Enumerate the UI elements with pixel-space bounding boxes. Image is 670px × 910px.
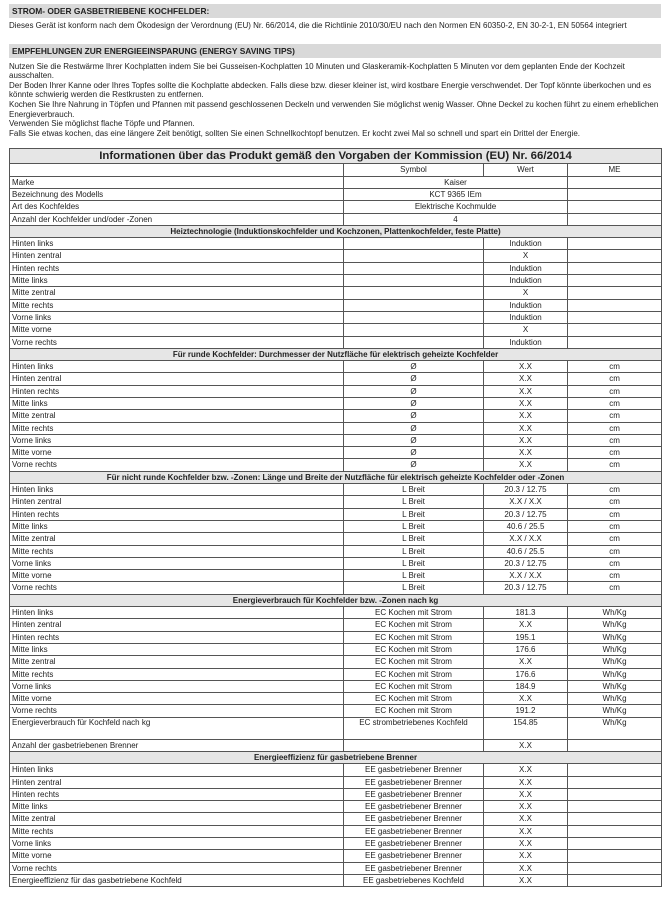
row-symbol: EE gasbetriebenes Kochfeld [344,874,484,886]
section-header-row [10,752,662,764]
table-row [10,776,662,788]
row-symbol: EE gasbetriebener Brenner [344,825,484,837]
table-row [10,680,662,692]
row-unit: cm [568,447,662,459]
table-row [10,262,662,274]
row-symbol: Ø [344,397,484,409]
row-label: Mitte rechts [10,825,344,837]
row-symbol: EC Kochen mit Strom [344,619,484,631]
section-heading-energy-tips: EMPFEHLUNGEN ZUR ENERGIEEINSPARUNG (ENERGY SAVING TIPS) [9,44,661,58]
row-value: 20.3 / 12.75 [484,508,568,520]
row-label: Vorne links [10,311,344,323]
row-unit: cm [568,385,662,397]
row-value: Induktion [484,238,568,250]
row-value: 40.6 / 25.5 [484,545,568,557]
row-value: 176.6 [484,643,568,655]
row-label: Mitte links [10,643,344,655]
table-row [10,508,662,520]
row-label: Mitte links [10,801,344,813]
row-value: X.X [484,656,568,668]
table-row [10,813,662,825]
table-title: Informationen über das Produkt gemäß den Vorgaben der Kommission (EU) Nr. 66/2014 [10,149,662,164]
row-symbol: EC Kochen mit Strom [344,643,484,655]
row-label: Mitte links [10,397,344,409]
table-row [10,545,662,557]
table-row [10,619,662,631]
row-unit: cm [568,484,662,496]
header-me: ME [568,164,662,176]
row-value: 40.6 / 25.5 [484,520,568,532]
row-label: Vorne rechts [10,582,344,594]
tip-paragraph: Falls Sie etwas kochen, das eine längere Zeit benötigt, sollten Sie einen Schnellkochtopf benutzen. Er kocht zwei Mal so schnell und spart ein Drittel der Energie. [9,128,580,138]
row-value: X.X [484,447,568,459]
table-row [10,176,662,188]
section-header: Energieverbrauch für Kochfelder bzw. -Zonen nach kg [10,594,662,606]
tip-paragraph: Kochen Sie Ihre Nahrung in Töpfen und Pfannen mit passend geschlossenen Deckeln und verwenden Sie möglichst wenig Wasser. Ohne Deckel zu kochen führt zu einem erheblichen Energieverbrauch. [9,99,659,119]
row-symbol: L Breit [344,557,484,569]
table-row [10,361,662,373]
row-value: X.X [484,434,568,446]
row-symbol: L Breit [344,508,484,520]
section-header: Heiztechnologie (Induktionskochfelder und Kochzonen, Plattenkochfelder, feste Platte) [10,225,662,237]
row-value: Induktion [484,336,568,348]
row-unit [568,813,662,825]
row-symbol [344,250,484,262]
row-value: 20.3 / 12.75 [484,484,568,496]
row-symbol: EE gasbetriebener Brenner [344,850,484,862]
row-value: 4 [344,213,568,225]
row-unit: Wh/Kg [568,619,662,631]
table-row [10,324,662,336]
table-row [10,459,662,471]
table-row [10,788,662,800]
row-value: X.X [484,739,568,751]
table-row [10,693,662,705]
row-unit [568,250,662,262]
row-unit [568,838,662,850]
table-row [10,201,662,213]
table-row [10,764,662,776]
row-symbol [344,311,484,323]
section-header-row [10,471,662,483]
table-row [10,311,662,323]
row-value: X.X [484,764,568,776]
row-value: Elektrische Kochmulde [344,201,568,213]
row-label: Art des Kochfeldes [10,201,344,213]
row-unit [568,188,662,200]
table-row-total [10,717,662,739]
row-label: Hinten rechts [10,508,344,520]
table-row [10,533,662,545]
row-symbol: Ø [344,422,484,434]
table-row [10,250,662,262]
row-symbol [344,299,484,311]
row-unit: cm [568,582,662,594]
section-header: Energieeffizienz für gasbetriebene Brenner [10,752,662,764]
row-value: 154.85 [484,717,568,739]
row-label: Vorne links [10,838,344,850]
table-row [10,299,662,311]
product-info-table [9,148,662,887]
row-symbol: EE gasbetriebener Brenner [344,813,484,825]
row-value: X [484,250,568,262]
row-label: Hinten zentral [10,373,344,385]
row-label: Energieverbrauch für Kochfeld nach kg [10,717,344,739]
row-unit: cm [568,545,662,557]
table-row [10,397,662,409]
table-row [10,656,662,668]
row-label: Mitte zentral [10,533,344,545]
table-row-burners [10,739,662,751]
row-symbol [344,324,484,336]
table-row [10,188,662,200]
row-label: Mitte vorne [10,324,344,336]
row-label: Hinten rechts [10,385,344,397]
table-row [10,496,662,508]
table-row [10,850,662,862]
row-label: Mitte rechts [10,545,344,557]
table-header-row [10,164,662,176]
table-row [10,668,662,680]
row-label: Mitte vorne [10,570,344,582]
row-symbol: L Breit [344,582,484,594]
row-symbol: L Breit [344,484,484,496]
row-unit [568,739,662,751]
row-unit [568,825,662,837]
row-unit: Wh/Kg [568,705,662,717]
section-header-row [10,225,662,237]
table-row [10,385,662,397]
row-unit [568,874,662,886]
row-label: Mitte zentral [10,410,344,422]
row-label: Marke [10,176,344,188]
row-symbol [344,739,484,751]
row-value: 181.3 [484,607,568,619]
row-unit: cm [568,533,662,545]
table-row [10,838,662,850]
row-value: 184.9 [484,680,568,692]
row-unit: cm [568,508,662,520]
row-value: X.X [484,459,568,471]
row-unit [568,788,662,800]
row-value: Induktion [484,275,568,287]
table-row [10,336,662,348]
tip-paragraph: Der Boden Ihrer Kanne oder Ihres Topfes sollte die Kochplatte abdecken. Falls diese bzw. dieser kleiner ist, wird kostbare Energie verschwendet. Der Topf könnte überkochen und es könnte schwierig werden die Restkrusten zu entfernen. [9,80,652,100]
row-value: KCT 9365 IEm [344,188,568,200]
row-symbol: EC Kochen mit Strom [344,680,484,692]
row-symbol: EC Kochen mit Strom [344,631,484,643]
table-row [10,422,662,434]
row-symbol: EE gasbetriebener Brenner [344,764,484,776]
energy-tips-text [9,62,661,139]
row-value: X.X [484,422,568,434]
row-label: Mitte zentral [10,813,344,825]
row-label: Mitte vorne [10,693,344,705]
table-row [10,825,662,837]
row-value: X.X / X.X [484,533,568,545]
row-label: Vorne rechts [10,336,344,348]
row-symbol: EC Kochen mit Strom [344,705,484,717]
row-label: Hinten rechts [10,631,344,643]
row-symbol [344,287,484,299]
row-value: X.X [484,825,568,837]
row-value: X.X [484,862,568,874]
row-symbol: L Breit [344,520,484,532]
row-label: Mitte zentral [10,287,344,299]
row-value: Kaiser [344,176,568,188]
row-unit [568,238,662,250]
section-heading-hobs: STROM- ODER GASBETRIEBENE KOCHFELDER: [9,4,661,18]
row-symbol: EC Kochen mit Strom [344,693,484,705]
row-unit: cm [568,397,662,409]
table-row [10,373,662,385]
row-value: X.X [484,385,568,397]
row-unit: Wh/Kg [568,607,662,619]
row-symbol: Ø [344,434,484,446]
row-symbol: Ø [344,385,484,397]
row-unit: Wh/Kg [568,643,662,655]
row-label: Energieeffizienz für das gasbetriebene Kochfeld [10,874,344,886]
row-label: Hinten links [10,764,344,776]
table-row [10,874,662,886]
row-unit: cm [568,557,662,569]
row-symbol: EE gasbetriebener Brenner [344,801,484,813]
row-label: Mitte rechts [10,422,344,434]
row-value: Induktion [484,311,568,323]
row-label: Mitte rechts [10,668,344,680]
table-row [10,557,662,569]
row-symbol: Ø [344,373,484,385]
row-value: X.X [484,693,568,705]
row-symbol: L Breit [344,545,484,557]
row-symbol: EE gasbetriebener Brenner [344,788,484,800]
row-value: Induktion [484,262,568,274]
section-header-row [10,348,662,360]
row-value: 20.3 / 12.75 [484,557,568,569]
row-symbol: Ø [344,447,484,459]
row-value: X.X [484,850,568,862]
conformity-text: Dieses Gerät ist konform nach dem Ökodesign der Verordnung (EU) Nr. 66/2014, die die Richtlinie 2010/30/EU nach den Normen EN 60350-2, EN 30-2-1, EN 50564 integriert [9,21,627,30]
row-value: X.X [484,619,568,631]
row-unit [568,201,662,213]
row-label: Hinten links [10,607,344,619]
row-label: Mitte zentral [10,656,344,668]
row-symbol [344,238,484,250]
table-row [10,238,662,250]
row-unit: Wh/Kg [568,693,662,705]
row-symbol [344,336,484,348]
row-label: Vorne rechts [10,705,344,717]
row-unit: cm [568,422,662,434]
table-row [10,447,662,459]
row-unit [568,850,662,862]
row-value: X.X [484,361,568,373]
row-unit [568,262,662,274]
table-row [10,520,662,532]
tip-paragraph: Verwenden Sie möglichst flache Töpfe und Pfannen. [9,119,195,129]
table-row [10,631,662,643]
table-row [10,862,662,874]
section-header-row [10,594,662,606]
row-symbol: L Breit [344,533,484,545]
row-unit: Wh/Kg [568,631,662,643]
row-label: Hinten zentral [10,250,344,262]
row-label: Mitte vorne [10,447,344,459]
row-value: X [484,324,568,336]
row-value: X.X [484,813,568,825]
row-unit [568,176,662,188]
row-label: Bezeichnung des Modells [10,188,344,200]
row-unit [568,801,662,813]
row-unit: Wh/Kg [568,680,662,692]
row-value: 20.3 / 12.75 [484,582,568,594]
table-row [10,410,662,422]
row-label: Vorne links [10,434,344,446]
table-row [10,434,662,446]
document-page [0,4,670,887]
row-value: X.X [484,373,568,385]
row-unit: Wh/Kg [568,656,662,668]
row-unit [568,287,662,299]
row-label: Anzahl der gasbetriebenen Brenner [10,739,344,751]
row-label: Vorne links [10,557,344,569]
row-unit [568,776,662,788]
table-row [10,287,662,299]
row-symbol [344,275,484,287]
row-value: X.X / X.X [484,496,568,508]
row-symbol: Ø [344,361,484,373]
header-empty [10,164,344,176]
header-wert: Wert [484,164,568,176]
row-unit [568,213,662,225]
row-unit: cm [568,496,662,508]
row-symbol: EE gasbetriebener Brenner [344,776,484,788]
row-label: Mitte rechts [10,299,344,311]
row-unit: cm [568,410,662,422]
row-label: Mitte links [10,275,344,287]
row-label: Vorne rechts [10,459,344,471]
row-label: Anzahl der Kochfelder und/oder -Zonen [10,213,344,225]
row-symbol: EE gasbetriebener Brenner [344,838,484,850]
row-unit: Wh/Kg [568,717,662,739]
table-row [10,213,662,225]
row-label: Hinten zentral [10,619,344,631]
header-symbol: Symbol [344,164,484,176]
row-label: Mitte links [10,520,344,532]
table-row [10,570,662,582]
row-symbol: EC Kochen mit Strom [344,656,484,668]
row-unit: cm [568,373,662,385]
row-unit [568,299,662,311]
row-symbol: EC strombetriebenes Kochfeld [344,717,484,739]
table-row [10,643,662,655]
row-unit: cm [568,459,662,471]
tip-paragraph: Nutzen Sie die Restwärme Ihrer Kochplatten indem Sie bei Gusseisen-Kochplatten 10 Minuten und Glaskeramik-Kochplatten 5 Minuten vor dem geplanten Ende der Kochzeit ausschalten. [9,61,625,81]
row-unit [568,336,662,348]
row-value: X.X [484,397,568,409]
row-label: Hinten rechts [10,262,344,274]
row-unit [568,311,662,323]
row-value: X.X [484,410,568,422]
row-symbol: EC Kochen mit Strom [344,607,484,619]
row-symbol: Ø [344,410,484,422]
row-value: X.X [484,874,568,886]
row-label: Hinten links [10,361,344,373]
row-label: Mitte vorne [10,850,344,862]
table-row [10,801,662,813]
row-value: X.X [484,776,568,788]
row-value: 191.2 [484,705,568,717]
row-unit [568,324,662,336]
table-row [10,705,662,717]
row-unit [568,275,662,287]
row-value: X.X [484,838,568,850]
row-value: X.X / X.X [484,570,568,582]
row-label: Vorne rechts [10,862,344,874]
row-symbol: L Breit [344,496,484,508]
row-value: 176.6 [484,668,568,680]
table-row [10,607,662,619]
row-value: 195.1 [484,631,568,643]
row-value: X.X [484,801,568,813]
row-unit: Wh/Kg [568,668,662,680]
row-label: Hinten rechts [10,788,344,800]
row-label: Hinten zentral [10,776,344,788]
row-symbol: Ø [344,459,484,471]
row-value: X.X [484,788,568,800]
table-row [10,275,662,287]
row-label: Vorne links [10,680,344,692]
row-unit: cm [568,570,662,582]
row-value: X [484,287,568,299]
row-unit [568,862,662,874]
row-symbol: EC Kochen mit Strom [344,668,484,680]
row-label: Hinten links [10,484,344,496]
row-symbol: L Breit [344,570,484,582]
table-title-row [10,149,662,164]
row-label: Hinten zentral [10,496,344,508]
row-symbol [344,262,484,274]
section-header: Für nicht runde Kochfelder bzw. -Zonen: Länge und Breite der Nutzfläche für elektrisch geheizte Kochfelder oder -Zonen [10,471,662,483]
row-unit: cm [568,434,662,446]
row-symbol: EE gasbetriebener Brenner [344,862,484,874]
row-unit [568,764,662,776]
table-row [10,484,662,496]
section-header: Für runde Kochfelder: Durchmesser der Nutzfläche für elektrisch geheizte Kochfelder [10,348,662,360]
row-unit: cm [568,361,662,373]
table-row [10,582,662,594]
row-unit: cm [568,520,662,532]
row-label: Hinten links [10,238,344,250]
row-value: Induktion [484,299,568,311]
